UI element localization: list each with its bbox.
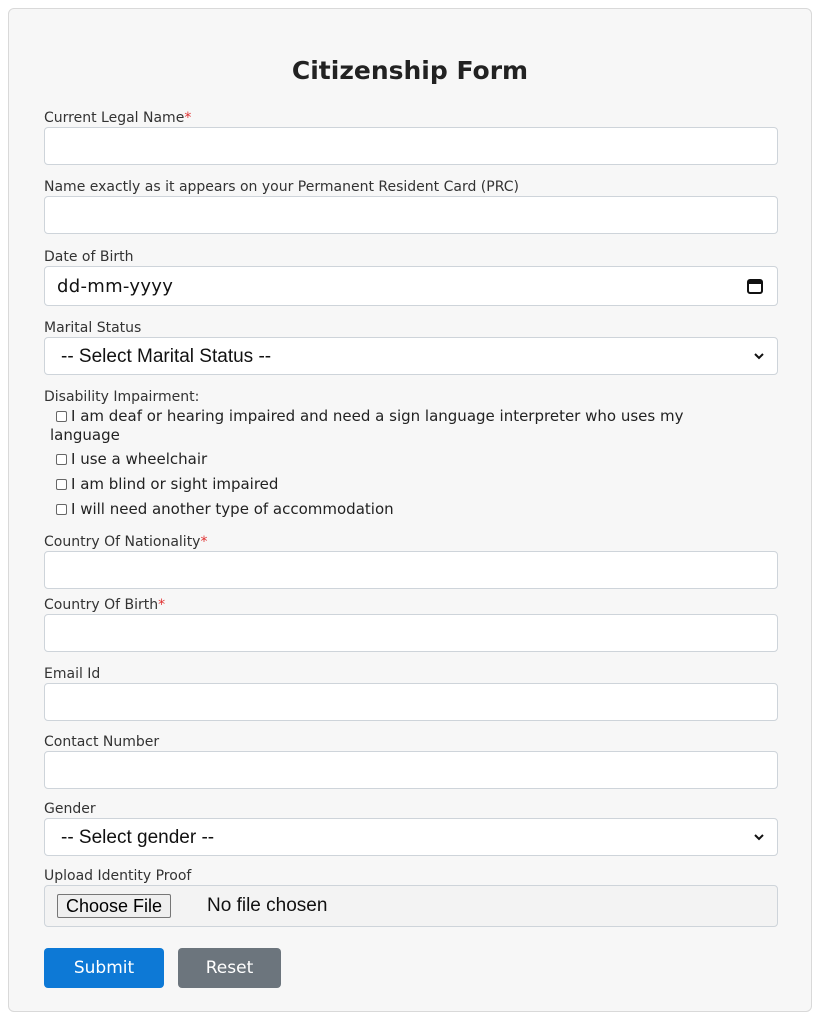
prc-name-label: Name exactly as it appears on your Permanent Resident Card (PRC): [44, 179, 519, 195]
dob-label: Date of Birth: [44, 249, 134, 265]
legal-name-input[interactable]: [44, 127, 778, 165]
required-mark: *: [184, 110, 192, 126]
contact-label: Contact Number: [44, 734, 160, 750]
identity-proof-file-input[interactable]: [44, 885, 778, 927]
email-label: Email Id: [44, 666, 101, 682]
chevron-down-icon: [753, 351, 765, 361]
marital-status-select[interactable]: [44, 337, 778, 375]
legal-name-label: [44, 110, 191, 126]
nationality-label: [44, 534, 207, 550]
nationality-input[interactable]: [44, 551, 778, 589]
disability-option-other[interactable]: [56, 500, 776, 519]
gender-select[interactable]: [44, 818, 778, 856]
dob-input[interactable]: [44, 266, 778, 306]
disability-option-label: I am deaf or hearing impaired and need a sign language interpreter who uses my: [71, 407, 684, 425]
disability-option-label: I will need another type of accommodation: [71, 500, 394, 518]
disability-option-label: I am blind or sight impaired: [71, 475, 279, 493]
required-mark: *: [200, 534, 208, 550]
disability-option-wheelchair[interactable]: [56, 450, 776, 469]
birth-country-label: [44, 597, 165, 613]
identity-proof-label: Upload Identity Proof: [44, 868, 192, 884]
gender-value: -- Select gender --: [61, 827, 215, 848]
chevron-down-icon: [753, 832, 765, 842]
choose-file-button[interactable]: Choose File: [57, 894, 171, 918]
reset-button[interactable]: Reset: [178, 948, 281, 988]
checkbox[interactable]: [56, 454, 67, 465]
disability-option-deaf[interactable]: [56, 407, 776, 426]
disability-label: Disability Impairment:: [44, 389, 200, 405]
calendar-icon[interactable]: [747, 278, 763, 294]
file-status: No file chosen: [207, 895, 328, 916]
disability-option-blind[interactable]: [56, 475, 776, 494]
prc-name-input[interactable]: [44, 196, 778, 234]
legal-name-label-text: Current Legal Name: [44, 110, 185, 126]
gender-label: Gender: [44, 801, 96, 817]
birth-country-input[interactable]: [44, 614, 778, 652]
checkbox[interactable]: [56, 504, 67, 515]
email-input[interactable]: [44, 683, 778, 721]
marital-status-value: -- Select Marital Status --: [61, 346, 272, 367]
required-mark: *: [158, 597, 166, 613]
disability-option-label: I use a wheelchair: [71, 450, 208, 468]
page-title: Citizenship Form: [291, 56, 529, 85]
contact-input[interactable]: [44, 751, 778, 789]
nationality-label-text: Country Of Nationality: [44, 534, 201, 550]
disability-option-label-cont: language: [50, 426, 120, 444]
birth-country-label-text: Country Of Birth: [44, 597, 159, 613]
marital-status-label: Marital Status: [44, 320, 142, 336]
checkbox[interactable]: [56, 411, 67, 422]
dob-placeholder: dd-mm-yyyy: [57, 276, 174, 297]
submit-button[interactable]: Submit: [44, 948, 164, 988]
checkbox[interactable]: [56, 479, 67, 490]
disability-option-deaf-wrap: [50, 426, 770, 445]
